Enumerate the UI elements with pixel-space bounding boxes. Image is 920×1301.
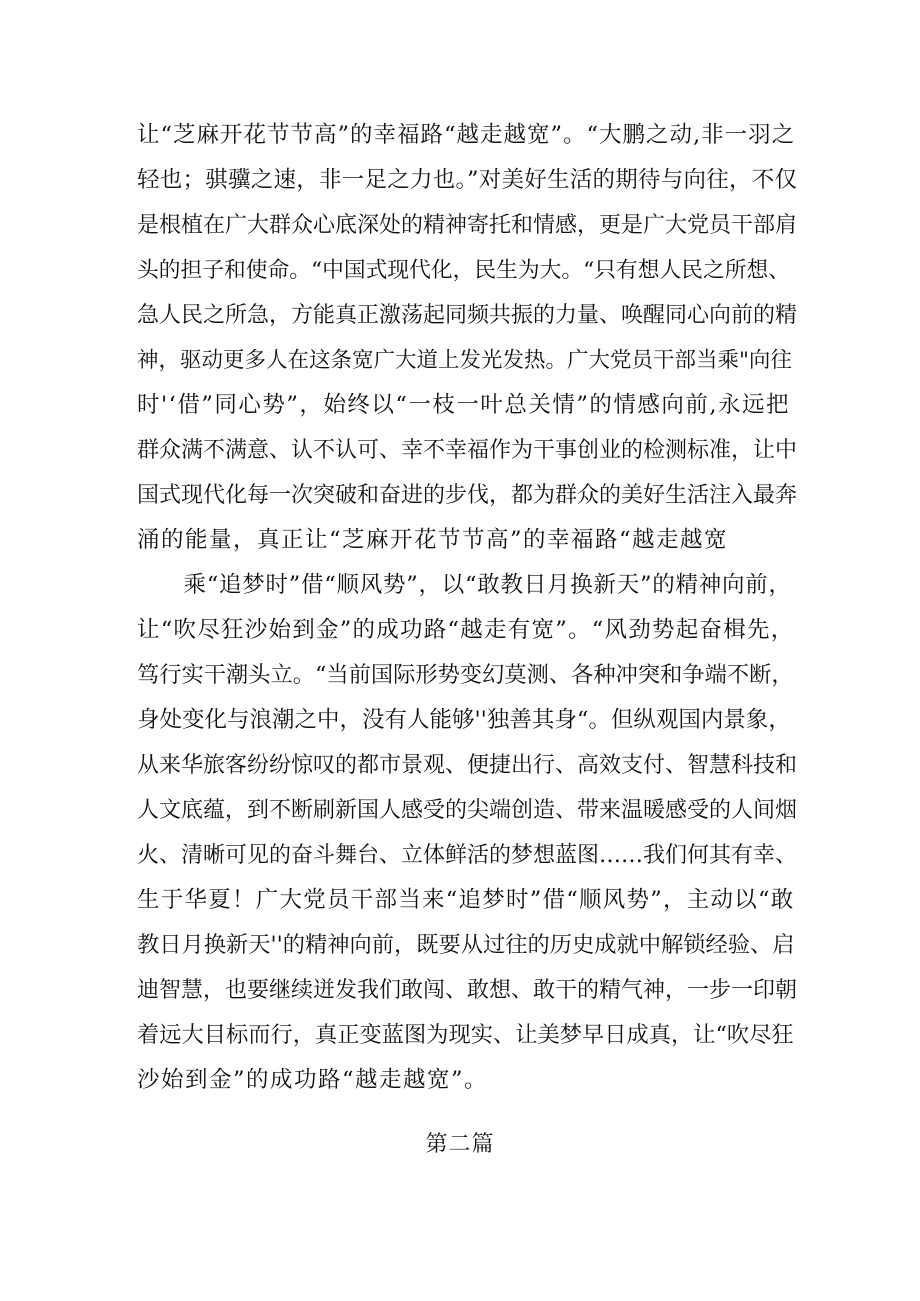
paragraph-line: 头的担子和使命。“中国式现代化，民生为大。“只有想人民之所想、 [137, 258, 790, 283]
paragraph-line: 群众满不满意、认不认可、幸不幸福作为干事创业的检测标准，让中 [137, 438, 798, 463]
paragraph-line: 人文底蕴，到不断刷新国人感受的尖端创造、带来温暖感受的人间烟 [137, 798, 798, 823]
paragraph-line: 让“吹尽狂沙始到金”的成功路“越走有宽”。“风劲势起奋楫先， [137, 617, 795, 643]
paragraph-line: 教日月换新天''的精神向前，既要从过往的历史成就中解锁经验、启 [137, 932, 795, 958]
paragraph-line: 生于华夏！广大党员干部当来“追梦时”借“顺风势”，主动以“敢 [137, 887, 795, 913]
paragraph-line: 乘“追梦时”借“顺风势”，以“敢教日月换新天”的精神向前， [137, 572, 792, 598]
paragraph-line: 着远大目标而行，真正变蓝图为现实、让美梦早日成真，让“吹尽狂 [137, 1022, 794, 1048]
paragraph-line: 让“芝麻开花节节高”的幸福路“越走越宽”。“大鹏之动,非一羽之 [137, 122, 796, 148]
paragraph-2 [137, 563, 797, 1103]
paragraph-line: 是根植在广大群众心底深处的精神寄托和情感，更是广大党员干部肩 [137, 213, 798, 238]
paragraph-line: 国式现代化每一次突破和奋进的步伐，都为群众的美好生活注入最奔 [137, 483, 798, 508]
paragraph-line: 急人民之所急，方能真正激荡起同频共振的力量、唤醒同心向前的精 [137, 303, 798, 328]
paragraph-line: 身处变化与浪潮之中，没有人能够''独善其身“。但纵观国内景象， [137, 707, 791, 733]
paragraph-line: 涌的能量，真正让“芝麻开花节节高”的幸福路“越走越宽 [137, 527, 729, 553]
paragraph-line: 时'‘借”同心势”，始终以“一枝一叶总关情”的情感向前,永远把 [137, 392, 791, 418]
section-heading: 第二篇 [425, 1132, 495, 1157]
paragraph-line: 轻也；骐骥之速，非一足之力也。”对美好生活的期待与向往，不仅 [137, 167, 798, 193]
paragraph-line: 迪智慧，也要继续迸发我们敢闯、敢想、敢干的精气神，一步一印朝 [137, 978, 798, 1003]
paragraph-line: 神，驱动更多人在这条宽广大道上发光发热。广大党员干部当乘"向往 [137, 348, 792, 373]
paragraph-line: 从来华旅客纷纷惊叹的都市景观、便捷出行、高效支付、智慧科技和 [137, 753, 798, 778]
paragraph-line: 沙始到金”的成功路“越走越宽”。 [137, 1067, 489, 1093]
paragraph-1 [137, 113, 797, 563]
paragraph-line: 火、清晰可见的奋斗舞台、立体鲜活的梦想蓝图……我们何其有幸、 [137, 843, 798, 868]
paragraph-line: 笃行实干潮头立。“当前国际形势变幻莫测、各种冲突和争端不断， [137, 662, 794, 688]
